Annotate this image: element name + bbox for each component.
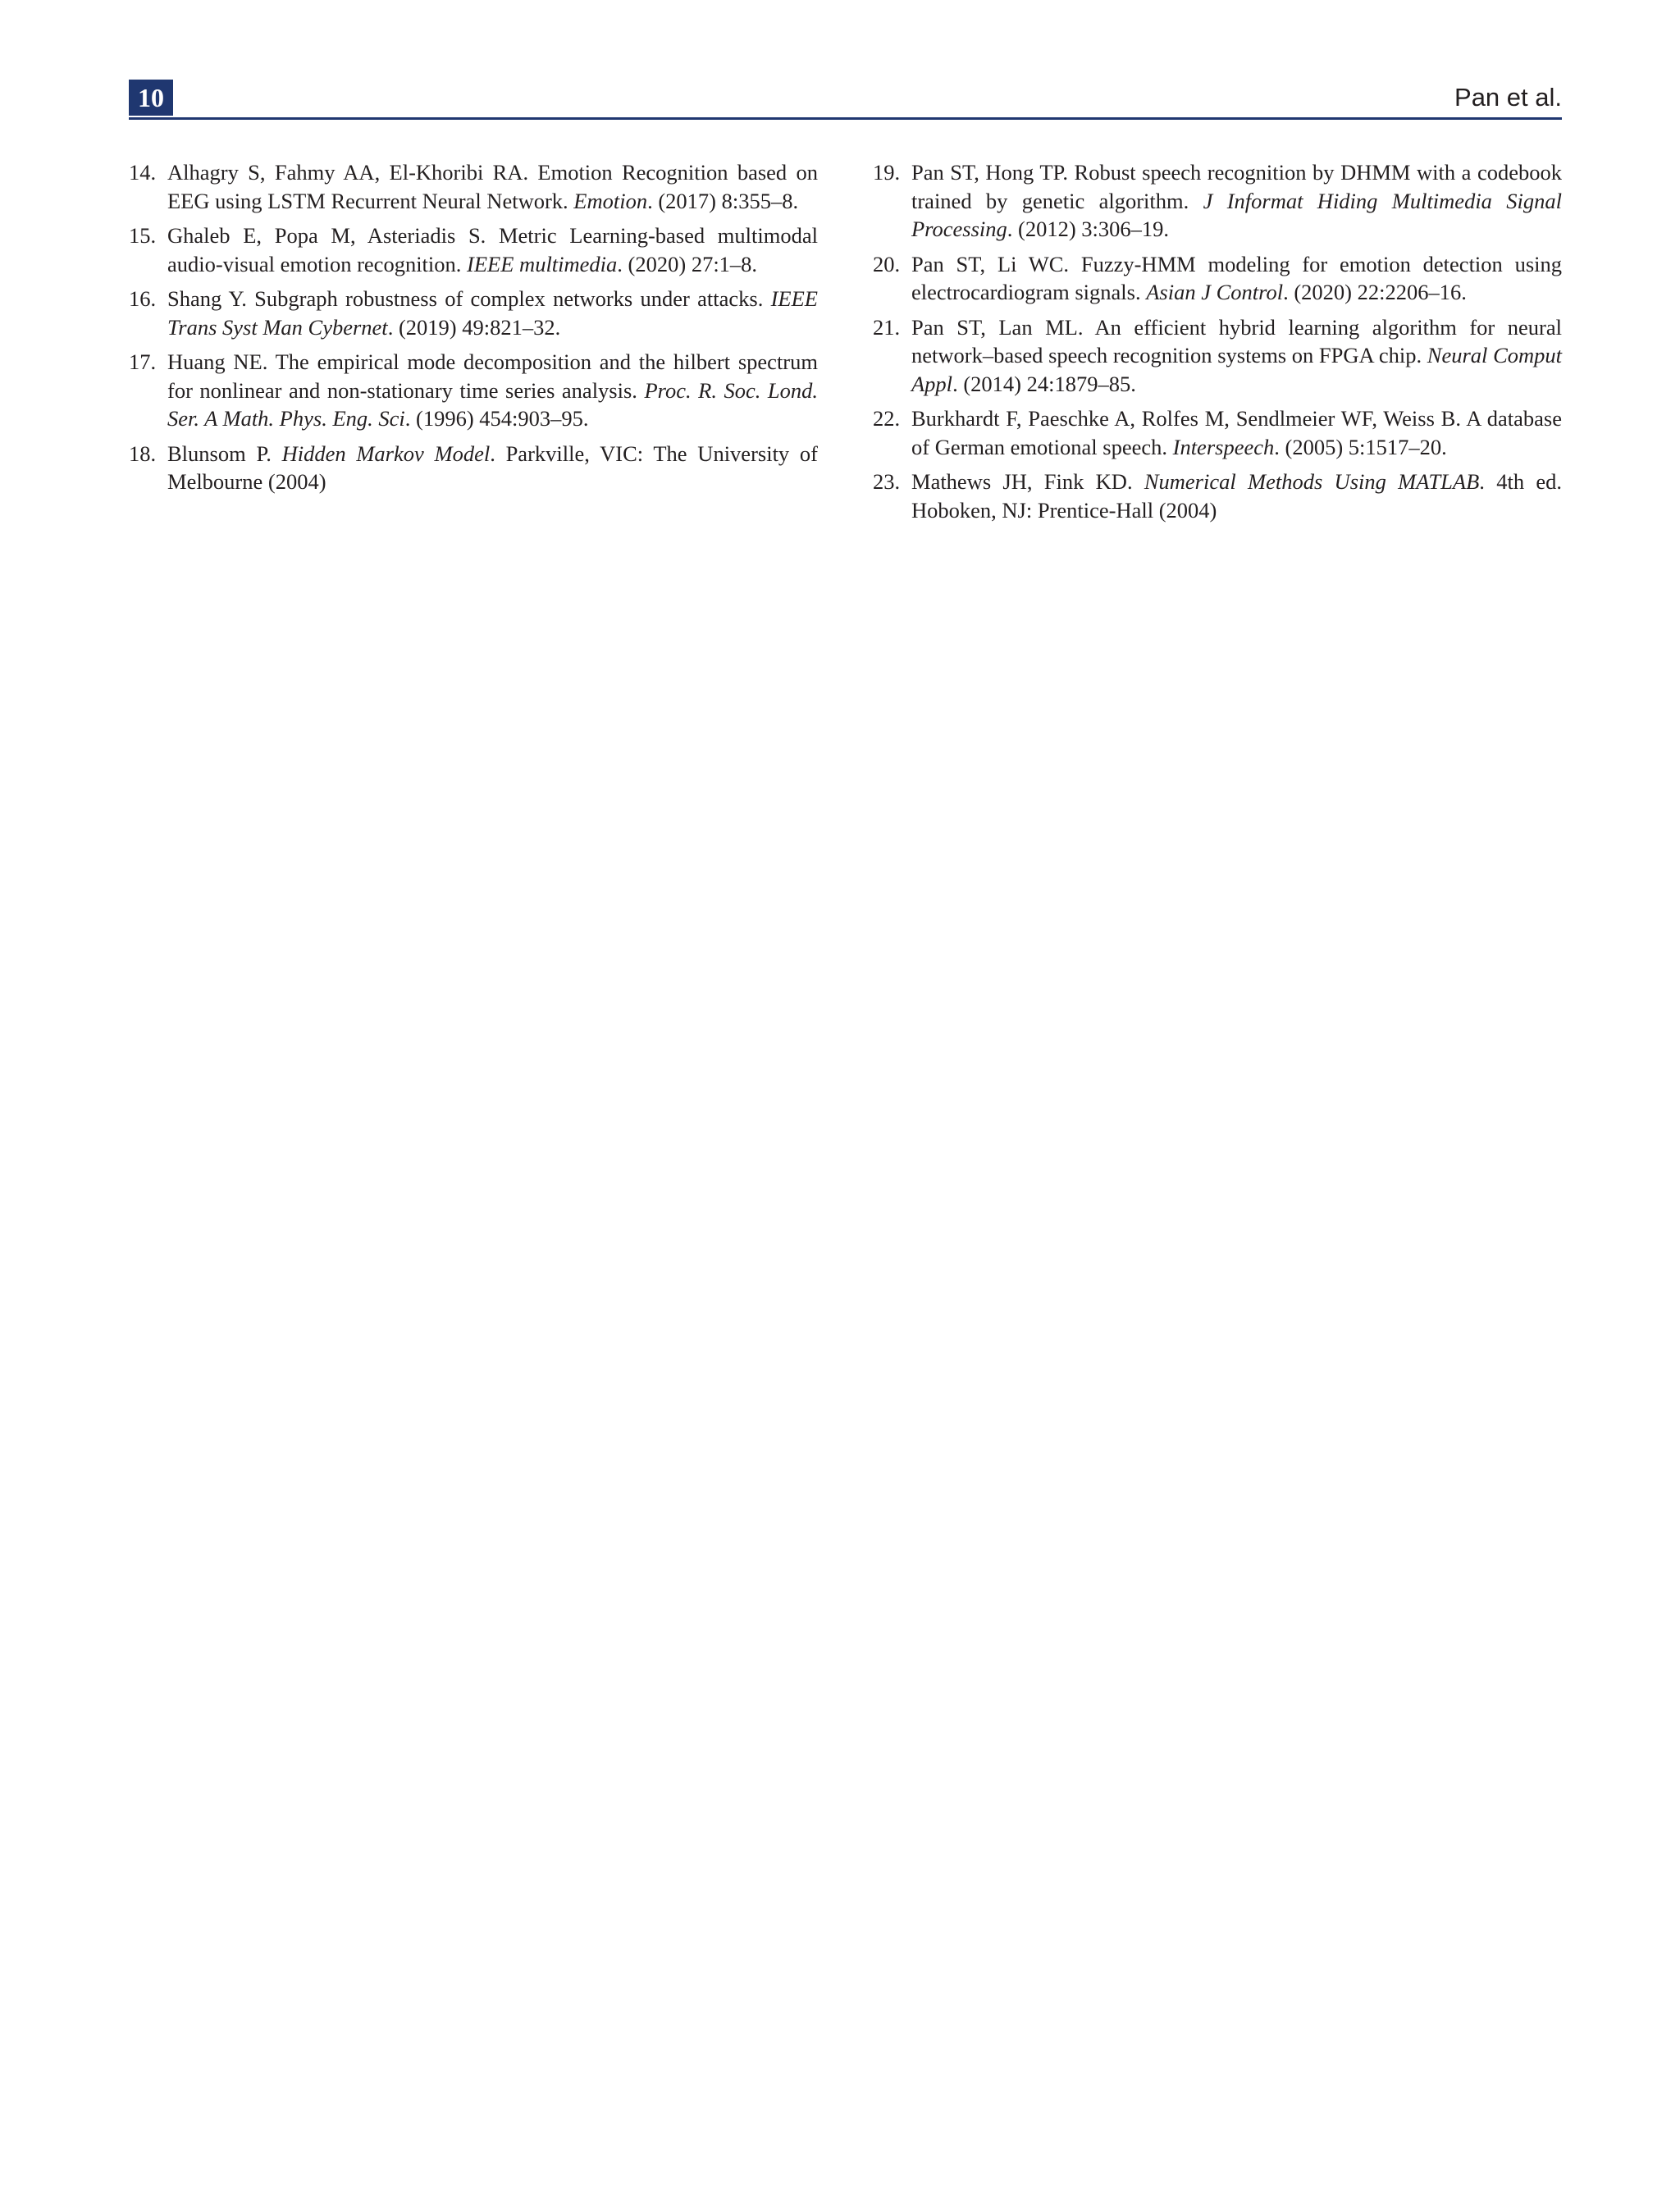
reference-journal: IEEE Trans Syst Man Cybernet xyxy=(167,286,818,340)
reference-text: Pan ST, Li WC. Fuzzy-HMM modeling for emotion detection using electrocardiogram signals. xyxy=(911,251,1562,304)
page-number: 10 xyxy=(129,80,173,116)
reference-number: 22. xyxy=(873,406,901,431)
reference-journal: Numerical Methods Using MATLAB xyxy=(1144,469,1480,494)
reference-journal: Asian J Control xyxy=(1146,280,1284,304)
reference-journal: J Informat Hiding Multimedia Signal Processing xyxy=(911,188,1562,241)
reference-item xyxy=(129,158,818,215)
reference-details: . (2005) 5:1517–20. xyxy=(1274,434,1447,459)
reference-journal: Interspeech xyxy=(1172,434,1275,459)
reference-text: Shang Y. Subgraph robustness of complex networks under attacks. xyxy=(167,286,771,311)
reference-item xyxy=(129,348,818,433)
reference-item xyxy=(873,313,1562,399)
reference-details: . (2017) 8:355–8. xyxy=(647,188,799,213)
reference-number: 18. xyxy=(129,440,157,466)
reference-details: . (2020) 22:2206–16. xyxy=(1283,280,1467,304)
reference-item xyxy=(129,221,818,278)
reference-number: 21. xyxy=(873,314,901,340)
reference-text: Pan ST, Hong TP. Robust speech recognition by DHMM with a codebook trained by genetic algorithm. xyxy=(911,160,1562,213)
reference-number: 19. xyxy=(873,160,901,185)
reference-text: Ghaleb E, Popa M, Asteriadis S. Metric Learning-based multimodal audio-visual emotion recognition. xyxy=(167,223,818,276)
reference-details: . (2012) 3:306–19. xyxy=(1007,217,1170,241)
reference-item xyxy=(873,158,1562,244)
reference-number: 15. xyxy=(129,223,157,248)
reference-item xyxy=(873,468,1562,524)
reference-item xyxy=(129,440,818,496)
reference-item xyxy=(873,404,1562,461)
reference-details: . (2019) 49:821–32. xyxy=(387,314,561,340)
page-header xyxy=(129,80,1562,120)
reference-details: . (2020) 27:1–8. xyxy=(617,251,758,276)
reference-journal: Emotion xyxy=(573,188,648,213)
reference-journal: Neural Comput Appl xyxy=(911,343,1562,396)
reference-journal: Hidden Markov Model xyxy=(281,440,491,466)
reference-text: Blunsom P. xyxy=(167,440,282,466)
reference-details: . 4th ed. Hoboken, NJ: Prentice-Hall (2004) xyxy=(911,469,1562,523)
reference-number: 16. xyxy=(129,286,157,311)
reference-list-left xyxy=(129,158,818,503)
reference-text: Burkhardt F, Paeschke A, Rolfes M, Sendlmeier WF, Weiss B. A database of German emotional speech. xyxy=(911,406,1562,459)
reference-item xyxy=(873,250,1562,307)
reference-number: 17. xyxy=(129,349,157,374)
reference-details: . (1996) 454:903–95. xyxy=(404,406,589,431)
reference-text: Mathews JH, Fink KD. xyxy=(911,469,1144,494)
reference-details: . (2014) 24:1879–85. xyxy=(952,371,1136,396)
reference-details: . Parkville, VIC: The University of Melbourne (2004) xyxy=(167,440,818,494)
reference-number: 23. xyxy=(873,469,901,494)
reference-number: 14. xyxy=(129,160,157,185)
reference-item xyxy=(129,285,818,341)
reference-number: 20. xyxy=(873,251,901,276)
reference-journal: IEEE multimedia xyxy=(467,251,618,276)
reference-text: Pan ST, Lan ML. An efficient hybrid learning algorithm for neural network–based speech recognition systems on FPGA chip. xyxy=(911,314,1562,367)
reference-list-right xyxy=(873,158,1562,531)
reference-journal: Proc. R. Soc. Lond. Ser. A Math. Phys. Eng. Sci xyxy=(167,377,819,431)
reference-text: Alhagry S, Fahmy AA, El-Khoribi RA. Emotion Recognition based on EEG using LSTM Recurrent Neural Network. xyxy=(167,160,818,213)
reference-text: Huang NE. The empirical mode decomposition and the hilbert spectrum for nonlinear and non-stationary time series analysis. xyxy=(167,349,818,403)
running-head: Pan et al. xyxy=(1454,83,1562,112)
